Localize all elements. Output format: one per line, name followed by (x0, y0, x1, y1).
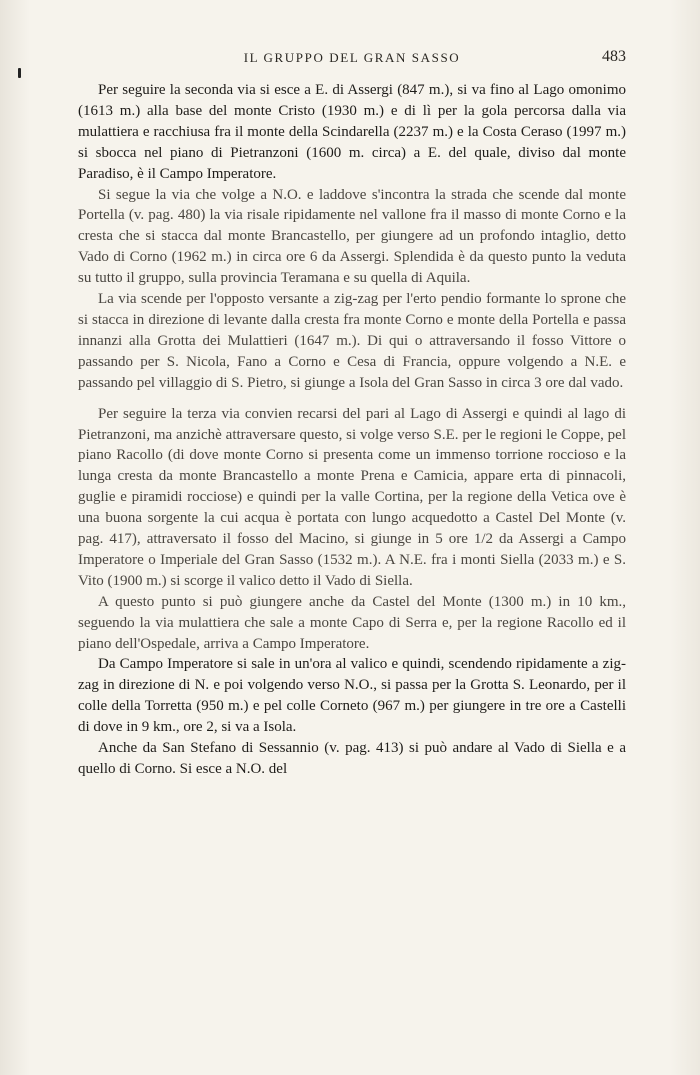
paragraph-3: La via scende per l'opposto versante a zig-zag per l'erto pendio formante lo sprone che si stacca in direzione di levante dalla cresta fra monte Corno e monte della Portella e passa innanzi alla Grotta dei Mulattieri (1647 m.). Di qui o attraversando il fosso Vittore o passando per S. Nicola, Fano a Corno e Cesa di Francia, oppure volgendo a N.E. e passando pel villaggio di S. Pietro, si giunge a Isola del Gran Sasso in circa 3 ore dal vado. (78, 291, 626, 391)
page-number: 483 (602, 48, 626, 65)
paragraph-4: Per seguire la terza via convien recarsi del pari al Lago di Assergi e quindi al lago di Pietranzoni, ma anzichè attraversare questo, si volge verso S.E. per le regioni le Coppe, pel piano Racollo (di dove monte Corno si presenta come un immenso torrione roccioso e la lunga cresta da monte Brancastello a monte Prena e Camicia, appare erta di pinnacoli, guglie e piramidi rocciose) e quindi per la valle Cortina, per la regione della Vetica ove è una buona sorgente la cui acqua è portata con lungo acquedotto a Castel Del Monte (v. pag. 417), attraversato il fosso del Macino, si giunge in 5 ore 1/2 da Assergi a Campo Imperatore o Imperiale del Gran Sasso (1532 m.). A N.E. fra i monti Siella (2033 m.) e S. Vito (1900 m.) si scorge il valico detto il Vado di Siella. (78, 405, 626, 589)
paragraph-2: Si segue la via che volge a N.O. e laddove s'incontra la strada che scende dal monte Portella (v. pag. 480) la via risale ripidamente nel vallone fra il masso di monte Corno e la cresta che si stacca dal monte Brancastello, per giungere ad un profondo intaglio, detto Vado di Corno (1962 m.) in circa ore 6 da Assergi. Splendida è da questo punto la veduta su tutto il gruppo, sulla provincia Teramana e su quella di Aquila. (78, 186, 626, 287)
paragraph-6: Da Campo Imperatore si sale in un'ora al valico e quindi, scendendo ripidamente a zig-zag in direzione di N. e poi volgendo verso N.O., si passa per la Grotta S. Leonardo, per il colle della Torretta (950 m.) e pel colle Corneto (967 m.) per giungere in tre ore a Castelli di dove in 9 km., ore 2, si va a Isola. (78, 656, 626, 736)
margin-mark (18, 68, 21, 78)
page-header (78, 50, 626, 74)
paragraph-7: Anche da San Stefano di Sessannio (v. pag. 413) si può andare al Vado di Siella e a quello di Corno. Si esce a N.O. del (78, 740, 626, 777)
running-head: IL GRUPPO DEL GRAN SASSO (243, 50, 461, 65)
paragraph-5: A questo punto si può giungere anche da Castel del Monte (1300 m.) in 10 km., seguendo la via mulattiera che sale a monte Capo di Serra e, per la regione Racollo ed il piano dell'Ospedale, arriva a Campo Imperatore. (78, 593, 626, 652)
body-text (78, 80, 626, 780)
paragraph-1: Per seguire la seconda via si esce a E. di Assergi (847 m.), si va fino al Lago omonimo (1613 m.) alla base del monte Cristo (1930 m.) e di lì per la gola percorsa dalla via mulattiera e racchiusa fra il monte della Scindarella (2237 m.) e la Costa Ceraso (1997 m.) si sbocca nel piano di Pietranzoni (1600 m. circa) a E. del quale, diviso dal monte Paradiso, è il Campo Imperatore. (78, 82, 626, 182)
